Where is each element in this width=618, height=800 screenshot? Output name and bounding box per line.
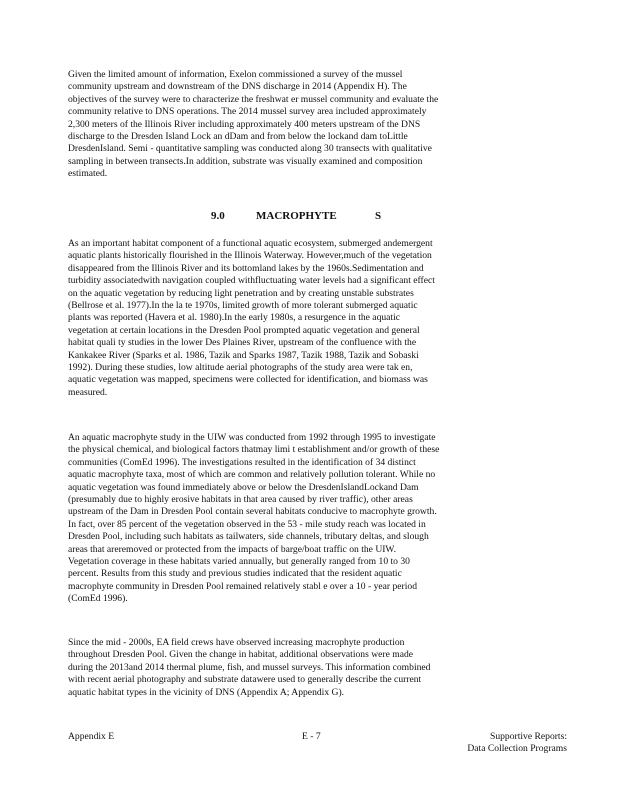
text-line: upstream of the Dam in Dresden Pool contain several habitats conducive to macrophyte growth.	[68, 506, 437, 518]
text-line: community upstream and downstream of the DNS discharge in 2014 (Appendix H). The	[68, 81, 407, 93]
text-line: Since the mid - 2000s, EA field crews have observed increasing macrophyte production	[68, 637, 405, 648]
paragraph-macrophyte-history	[68, 238, 530, 399]
section-title-suffix: S	[375, 210, 382, 222]
text-line: discharge to the Dresden Island Lock an dDam and from below the lockand dam toLittle	[68, 131, 408, 143]
text-line: DresdenIsland. Semi - quantitative sampling was conducted along 30 transects with qualitative	[68, 143, 432, 155]
text-line: Given the limited amount of information, Exelon commissioned a survey of the mussel	[68, 69, 403, 80]
text-line: throughout Dresden Pool. Given the change in habitat, additional observations were made	[68, 649, 414, 661]
text-line: Dresden Pool, including such habitats as tailwaters, side channels, tributary deltas, and slough	[68, 531, 429, 543]
text-line: aquatic habitat types in the vicinity of DNS (Appendix A; Appendix G).	[68, 686, 345, 698]
text-line: aquatic vegetation was found immediately above or below the DresdenIslandLockand Dam	[68, 481, 419, 493]
paragraph-uiw-study	[68, 432, 530, 606]
text-line: disappeared from the Illinois River and its bottomland lakes by the 1960s.Sedimentation and	[68, 262, 424, 274]
footer-appendix: Appendix E	[68, 731, 115, 742]
text-line: turbidity associatedwith navigation coupled withfluctuating water levels had a significant effect	[68, 275, 435, 287]
text-line: areas that areremoved or protected from the impacts of barge/boat traffic on the UIW.	[68, 543, 397, 555]
text-line: macrophyte community in Dresden Pool remained relatively stabl e over a 10 - year period	[68, 580, 417, 592]
text-line: with recent aerial photography and substrate datawere used to generally describe the current	[68, 674, 422, 686]
text-line: objectives of the survey were to characterize the freshwat er mussel community and evaluate the	[68, 93, 439, 105]
text-line: Vegetation coverage in these habitats varied annually, but generally ranged from 10 to 30	[68, 556, 410, 568]
text-line: during the 2013and 2014 thermal plume, fish, and mussel surveys. This information combined	[68, 661, 431, 673]
text-line: aquatic vegetation was mapped, specimens were collected for identification, and biomass was	[68, 374, 428, 386]
text-line: on the aquatic vegetation by reducing light penetration and by creating unstable substrates	[68, 287, 414, 299]
text-line: 2,300 meters of the Illinois River including approximately 400 meters upstream of the DNS	[68, 118, 421, 130]
text-line: community relative to DNS operations. The 2014 mussel survey area included approximately	[68, 106, 427, 118]
paragraph-mussel-survey	[68, 69, 530, 181]
paragraph-recent-observations	[68, 637, 530, 699]
text-line: 1992). During these studies, low altitude aerial photographs of the study area were tak en,	[68, 362, 413, 374]
text-line: measured.	[68, 386, 108, 398]
text-line: In fact, over 85 percent of the vegetation observed in the 53 - mile study reach was located in	[68, 518, 426, 530]
text-line: An aquatic macrophyte study in the UIW was conducted from 1992 through 1995 to investigate	[68, 432, 436, 443]
text-line: (Bellrose et al. 1977).In the la te 1970s, limited growth of more tolerant submerged aquatic	[68, 300, 418, 312]
text-line: aquatic macrophyte taxa, most of which are common and relatively pollution tolerant. While no	[68, 469, 436, 481]
text-line: Kankakee River (Sparks et al. 1986, Tazik and Sparks 1987, Tazik 1988, Tazik and Sobaski	[68, 349, 419, 361]
text-line: communities (ComEd 1996). The investigations resulted in the identification of 34 distinct	[68, 456, 416, 468]
text-line: percent. Results from this study and previous studies indicated that the resident aquatic	[68, 568, 402, 580]
text-line: vegetation at certain locations in the Dresden Pool prompted aquatic vegetation and general	[68, 324, 420, 336]
text-line: habitat quali ty studies in the lower Des Plaines River, upstream of the confluence with the	[68, 337, 417, 349]
text-line: aquatic plants historically flourished in the Illinois Waterway. However,much of the vegetation	[68, 250, 432, 262]
text-line: sampling in between transects.In addition, substrate was visually examined and composition	[68, 155, 423, 167]
footer-report-title: Supportive Reports:	[489, 731, 567, 742]
footer-page-number: E - 7	[302, 731, 321, 742]
text-line: As an important habitat component of a functional aquatic ecosystem, submerged andemergent	[68, 238, 433, 249]
section-number: 9.0	[211, 210, 225, 222]
text-line: the physical chemical, and biological factors thatmay limi t establishment and/or growth of these	[68, 444, 440, 456]
text-line: plants was reported (Havera et al. 1980).In the early 1980s, a resurgence in the aquatic	[68, 312, 401, 324]
text-line: (ComEd 1996).	[68, 593, 128, 605]
text-line: estimated.	[68, 168, 108, 180]
text-line: (presumably due to highly erosive habitats in that area caused by river traffic), other areas	[68, 494, 413, 506]
section-title: MACROPHYTE	[256, 210, 337, 222]
footer-report-subtitle: Data Collection Programs	[467, 743, 567, 754]
